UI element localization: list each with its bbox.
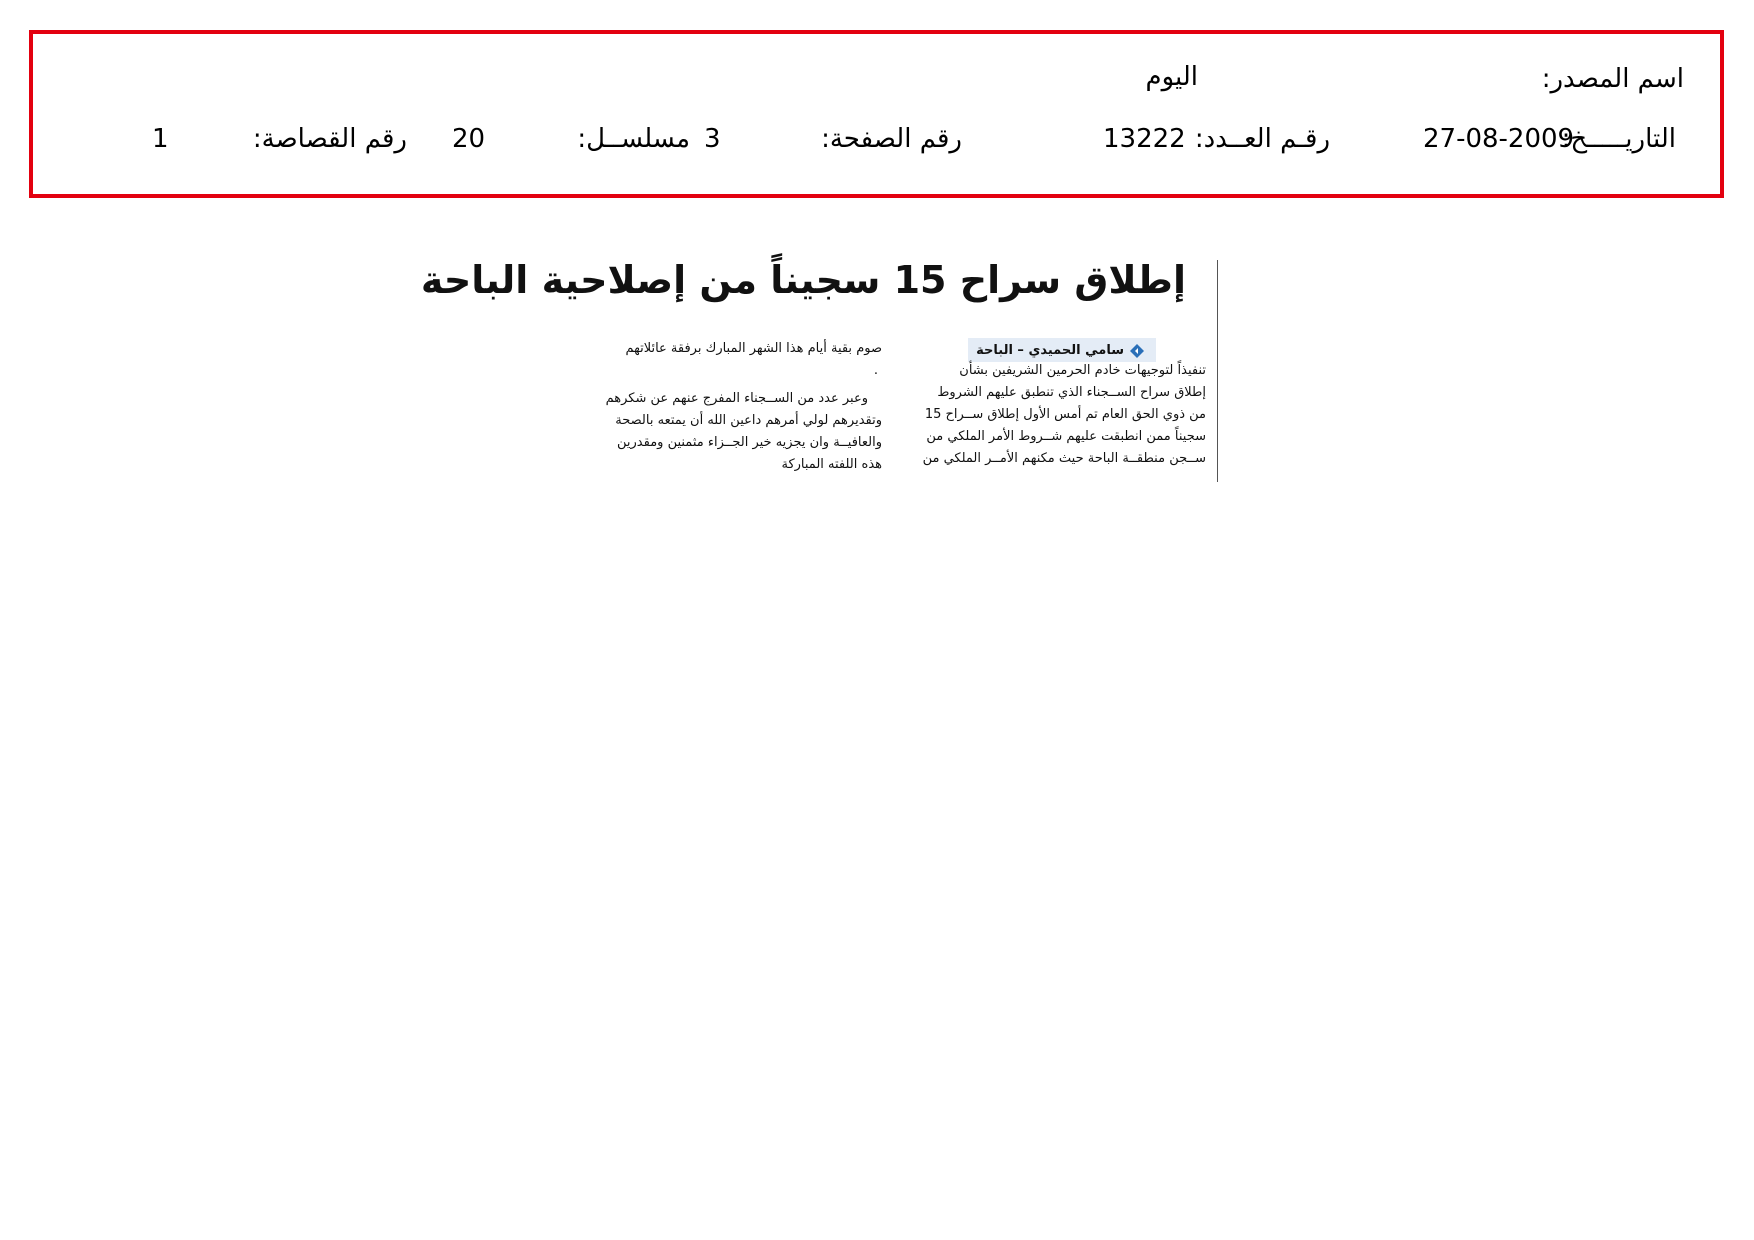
article-column-left <box>582 338 882 476</box>
diamond-arrow-icon <box>1130 343 1144 357</box>
text-line: إطلاق سراح الســجناء الذي تنطبق عليهم الشروط <box>937 385 1206 400</box>
issue-label: رقـم العــدد: <box>1194 124 1330 154</box>
article-column-right <box>910 360 1206 470</box>
text-line: تنفيذاً لتوجيهات خادم الحرمين الشريفين بشأن <box>959 363 1206 378</box>
date-value: 27-08-2009 <box>1423 124 1575 154</box>
source-label: اسم المصدر: <box>1541 64 1684 94</box>
text-line: صوم بقية أيام هذا الشهر المبارك برفقة عائلاتهم <box>625 341 882 356</box>
text-line: وتقديرهم لولي أمرهم داعين الله أن يمتعه بالصحة <box>615 413 882 428</box>
page-label: رقم الصفحة: <box>821 124 962 154</box>
text-line: سجيناً ممن انطبقت عليهم شــروط الأمر الملكي من <box>926 429 1206 444</box>
issue-value: 13222 <box>1103 124 1186 154</box>
clip-number-value: 1 <box>152 124 169 154</box>
serial-label: مسلســل: <box>577 124 690 154</box>
text-line: ســجن منطقــة الباحة حيث مكنهم الأمــر الملكي من <box>922 451 1206 466</box>
date-label: التاريـــــخ: <box>1561 124 1676 154</box>
page-value: 3 <box>704 124 721 154</box>
newspaper-clipping <box>420 254 1218 480</box>
text-line: . <box>873 363 878 378</box>
article-headline: إطلاق سراح 15 سجيناً من إصلاحية الباحة <box>420 258 1186 302</box>
text-line: وعبر عدد من الســجناء المفرج عنهم عن شكرهم <box>605 391 868 406</box>
text-line: من ذوي الحق العام تم أمس الأول إطلاق ســراح 15 <box>924 407 1206 422</box>
source-value: اليوم <box>1145 62 1198 92</box>
byline <box>968 338 1156 362</box>
byline-text: سامي الحميدي – الباحة <box>976 342 1124 358</box>
clip-number-label: رقم القصاصة: <box>252 124 407 154</box>
text-line: والعافيــة وان يجزيه خير الجــزاء مثمنين ومقدرين <box>617 435 882 450</box>
clipping-metadata-box <box>29 30 1724 198</box>
column-rule <box>1217 260 1218 482</box>
text-line: هذه اللفته المباركة <box>781 457 882 472</box>
serial-value: 20 <box>452 124 486 154</box>
